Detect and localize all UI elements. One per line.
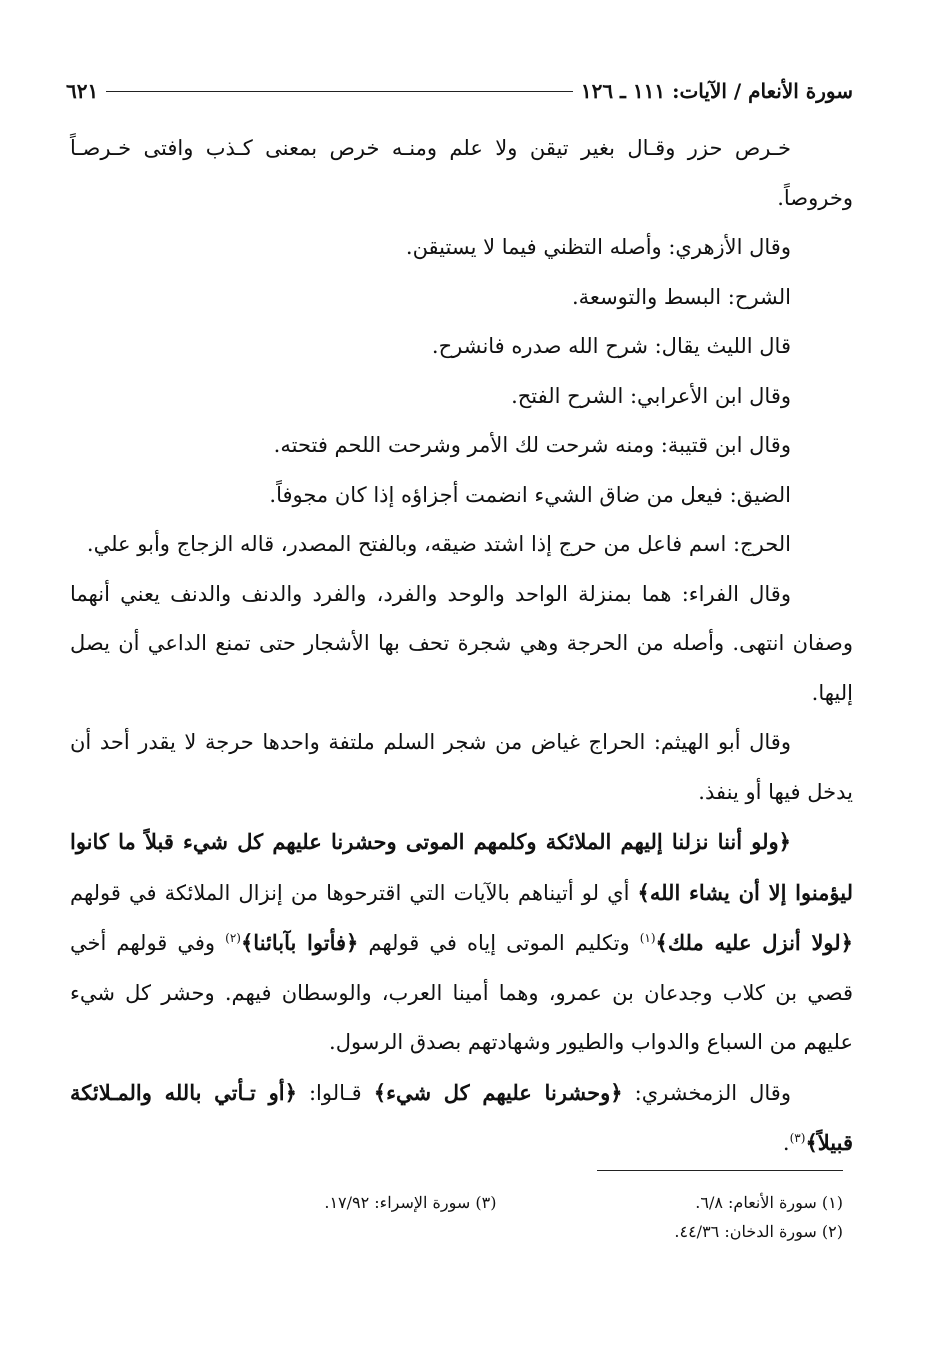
commentary-text: وتكليم الموتى إياه في قولهم	[358, 931, 640, 955]
running-header	[66, 76, 853, 106]
commentary-text: وفي قولهم أخي قصي بن كلاب وجدعان بن عمرو، وهما أمينا العرب، والوسطان فيهم. وحشر كل شيء عليهم من السباع والدواب والطيور وشهادتهم بصدق الرسول.	[70, 931, 853, 1054]
paragraph-dayq: الضيق: فيعل من ضاق الشيء انضمت أجزاؤه إذا كان مجوفاً.	[269, 482, 791, 507]
paragraph-sharh: الشرح: البسط والتوسعة.	[572, 284, 791, 309]
paragraph-zamakhshari	[70, 1068, 853, 1169]
paragraph-khars: خـرص حزر وقـال بغير تيقن ولا علم ومنـه خرص بمعنى كـذب وافتى خـرصـاً وخروصاً.	[70, 136, 853, 210]
paragraph-layth: قال الليث يقال: شرح الله صدره فانشرح.	[431, 334, 791, 358]
quran-quote: ﴿لولا أنزل عليه ملك﴾	[655, 930, 853, 955]
quran-verse: ﴿ولو أننا نزلنا إليهم الملائكة وكلمهم الموتى وحشرنا عليهم كل شيء قبلاً ما كانوا ليؤمنوا إلا أن يشاء الله﴾	[70, 829, 853, 905]
commentary-text: .	[782, 1131, 790, 1155]
commentary-text: أي لو أتيناهم بالآيات التي اقترحوها من إنزال الملائكة في قولهم	[70, 880, 638, 905]
page-number: ٦٢١	[66, 79, 99, 103]
paragraph-farra: وقال الفراء: هما بمنزلة الواحد والوحد والفرد، والفرد والدنف والدنف يعني أنهما وصفان انتهى. وأصله من الحرجة وهي شجرة تحف بها الأشجار حتى تمنع الداعي أن يصل إليها.	[70, 581, 853, 705]
quran-quote: ﴿وحشرنا عليهم كل شيء﴾	[373, 1079, 623, 1105]
commentary-text: وقال الزمخشري:	[622, 1080, 791, 1105]
paragraph-ibn-qutayba: وقال ابن قتيبة: ومنه شرحت لك الأمر وشرحت اللحم فتحته.	[273, 433, 791, 457]
footnote-ref: (٢)	[225, 931, 241, 945]
footnote-row	[150, 1217, 843, 1246]
body-text	[70, 124, 853, 1169]
paragraph-ibn-arabi: وقال ابن الأعرابي: الشرح الفتح.	[511, 383, 791, 408]
footnote-row	[150, 1188, 843, 1217]
paragraph-haraj: الحرج: اسم فاعل من حرج إذا اشتد ضيقه، وبالفتح المصدر، قاله الزجاج وأبو علي.	[86, 532, 791, 556]
quran-quote: ﴿أو تـأتي بالله والمـلائكة قبيلاً﴾	[70, 1079, 853, 1155]
paragraph-verse-commentary	[70, 817, 853, 1068]
footnote-ref: (٣)	[789, 1131, 806, 1145]
quran-quote: ﴿فأتوا بآبائنا﴾	[240, 930, 359, 955]
header-title: سورة الأنعام / الآيات: ١١١ ـ ١٢٦	[580, 79, 853, 103]
footnote-2: (٢) سورة الدخان: ٤٤/٣٦.	[674, 1222, 843, 1241]
footnote-ref: (١)	[639, 931, 656, 945]
footnote-3: (٣) سورة الإسراء: ١٧/٩٢.	[324, 1193, 497, 1212]
paragraph-abu-haytham: وقال أبو الهيثم: الحراج غياض من شجر السلم ملتفة واحدها حرجة لا يقدر أحد أن يدخل فيها أو ينفذ.	[70, 730, 853, 804]
footnote-rule	[597, 1170, 843, 1171]
header-rule	[106, 91, 573, 92]
paragraph-azhari: وقال الأزهري: وأصله التظني فيما لا يستيقن.	[405, 235, 791, 259]
footnotes	[150, 1188, 843, 1246]
commentary-text: قـالوا:	[296, 1080, 374, 1105]
footnote-1: (١) سورة الأنعام: ٦/٨.	[695, 1193, 843, 1212]
